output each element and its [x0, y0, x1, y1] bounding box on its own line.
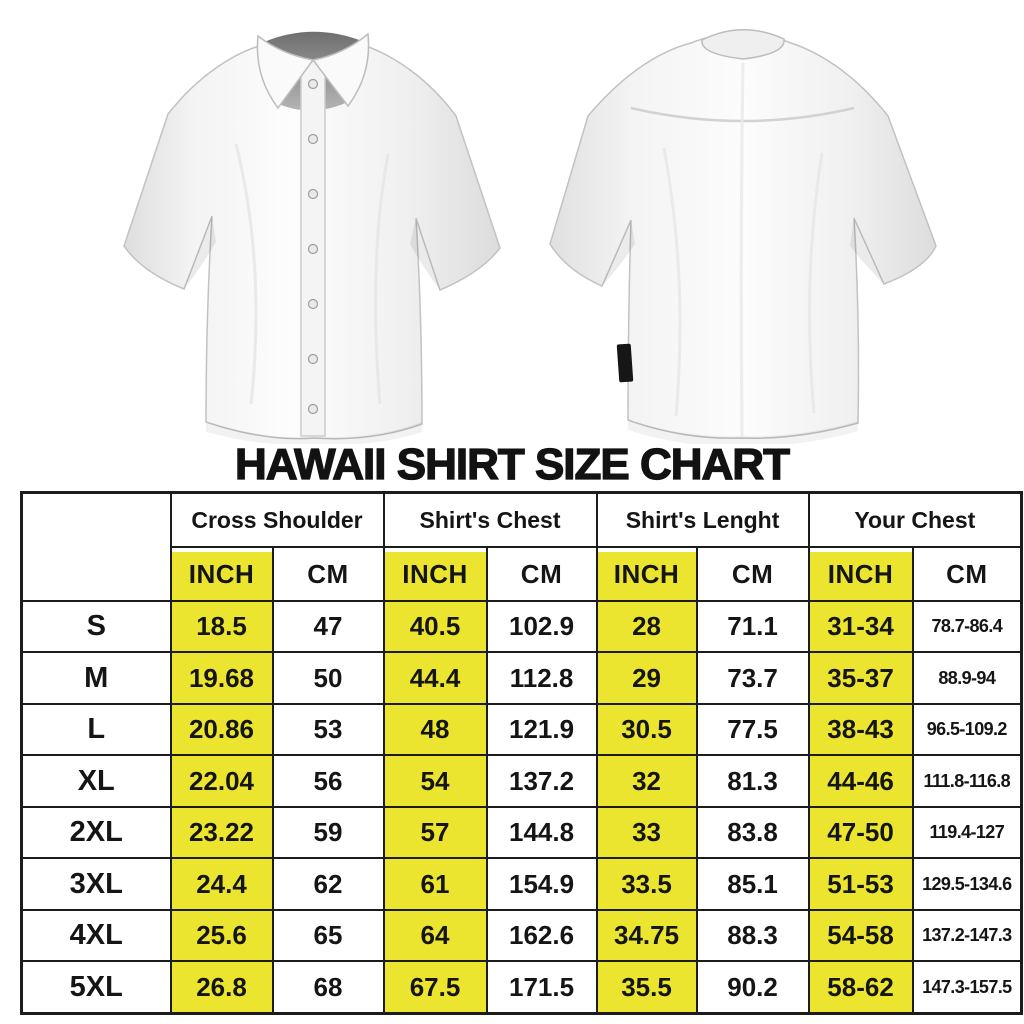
- value-cell: 137.2-147.3: [913, 910, 1022, 961]
- value-cell: 58-62: [809, 961, 913, 1013]
- unit-header-inch: INCH: [171, 547, 273, 601]
- value-cell: 50: [273, 652, 384, 703]
- value-cell: 77.5: [697, 704, 809, 755]
- unit-header-cm: CM: [913, 547, 1022, 601]
- front-shirt-image: [116, 4, 508, 449]
- value-cell: 121.9: [487, 704, 597, 755]
- value-cell: 81.3: [697, 755, 809, 806]
- value-cell: 26.8: [171, 961, 273, 1013]
- column-group-your-chest: Your Chest: [809, 493, 1022, 548]
- value-cell: 67.5: [384, 961, 487, 1013]
- column-group-shirts-chest: Shirt's Chest: [384, 493, 597, 548]
- unit-header-inch: INCH: [809, 547, 913, 601]
- size-label: S: [22, 601, 171, 652]
- value-cell: 88.3: [697, 910, 809, 961]
- value-cell: 61: [384, 858, 487, 909]
- column-group-cross-shoulder: Cross Shoulder: [171, 493, 384, 548]
- value-cell: 119.4-127: [913, 807, 1022, 858]
- value-cell: 54: [384, 755, 487, 806]
- value-cell: 44.4: [384, 652, 487, 703]
- value-cell: 62: [273, 858, 384, 909]
- value-cell: 29: [597, 652, 697, 703]
- value-cell: 18.5: [171, 601, 273, 652]
- table-row-s: [22, 601, 1022, 652]
- page-title: HAWAII SHIRT SIZE CHART: [235, 440, 789, 489]
- value-cell: 154.9: [487, 858, 597, 909]
- table-row-2xl: [22, 807, 1022, 858]
- value-cell: 40.5: [384, 601, 487, 652]
- value-cell: 33: [597, 807, 697, 858]
- size-label: XL: [22, 755, 171, 806]
- size-label: 5XL: [22, 961, 171, 1013]
- table-row-4xl: [22, 910, 1022, 961]
- value-cell: 144.8: [487, 807, 597, 858]
- table-row-m: [22, 652, 1022, 703]
- value-cell: 23.22: [171, 807, 273, 858]
- value-cell: 51-53: [809, 858, 913, 909]
- size-chart-table: [20, 491, 1023, 1015]
- value-cell: 48: [384, 704, 487, 755]
- unit-header-cm: CM: [487, 547, 597, 601]
- value-cell: 54-58: [809, 910, 913, 961]
- value-cell: 44-46: [809, 755, 913, 806]
- column-group-shirts-lenght: Shirt's Lenght: [597, 493, 809, 548]
- value-cell: 59: [273, 807, 384, 858]
- value-cell: 162.6: [487, 910, 597, 961]
- value-cell: 33.5: [597, 858, 697, 909]
- value-cell: 31-34: [809, 601, 913, 652]
- value-cell: 34.75: [597, 910, 697, 961]
- corner-cell: [22, 493, 171, 602]
- value-cell: 90.2: [697, 961, 809, 1013]
- value-cell: 129.5-134.6: [913, 858, 1022, 909]
- value-cell: 28: [597, 601, 697, 652]
- value-cell: 19.68: [171, 652, 273, 703]
- unit-header-inch: INCH: [597, 547, 697, 601]
- value-cell: 96.5-109.2: [913, 704, 1022, 755]
- value-cell: 38-43: [809, 704, 913, 755]
- size-label: 3XL: [22, 858, 171, 909]
- back-shirt-image: [536, 8, 952, 449]
- value-cell: 111.8-116.8: [913, 755, 1022, 806]
- value-cell: 25.6: [171, 910, 273, 961]
- unit-header-cm: CM: [273, 547, 384, 601]
- value-cell: 35.5: [597, 961, 697, 1013]
- value-cell: 73.7: [697, 652, 809, 703]
- table-row-5xl: [22, 961, 1022, 1013]
- value-cell: 102.9: [487, 601, 597, 652]
- value-cell: 20.86: [171, 704, 273, 755]
- value-cell: 24.4: [171, 858, 273, 909]
- table-row-3xl: [22, 858, 1022, 909]
- value-cell: 64: [384, 910, 487, 961]
- table-row-xl: [22, 755, 1022, 806]
- size-label: M: [22, 652, 171, 703]
- value-cell: 88.9-94: [913, 652, 1022, 703]
- hem-tag: [617, 344, 634, 383]
- value-cell: 22.04: [171, 755, 273, 806]
- value-cell: 65: [273, 910, 384, 961]
- size-label: 2XL: [22, 807, 171, 858]
- value-cell: 147.3-157.5: [913, 961, 1022, 1013]
- value-cell: 68: [273, 961, 384, 1013]
- value-cell: 171.5: [487, 961, 597, 1013]
- value-cell: 47: [273, 601, 384, 652]
- value-cell: 137.2: [487, 755, 597, 806]
- value-cell: 53: [273, 704, 384, 755]
- unit-header-inch: INCH: [384, 547, 487, 601]
- value-cell: 57: [384, 807, 487, 858]
- value-cell: 71.1: [697, 601, 809, 652]
- value-cell: 78.7-86.4: [913, 601, 1022, 652]
- value-cell: 83.8: [697, 807, 809, 858]
- value-cell: 85.1: [697, 858, 809, 909]
- table-row-l: [22, 704, 1022, 755]
- size-label: L: [22, 704, 171, 755]
- value-cell: 47-50: [809, 807, 913, 858]
- value-cell: 35-37: [809, 652, 913, 703]
- value-cell: 112.8: [487, 652, 597, 703]
- value-cell: 32: [597, 755, 697, 806]
- unit-header-cm: CM: [697, 547, 809, 601]
- size-label: 4XL: [22, 910, 171, 961]
- value-cell: 30.5: [597, 704, 697, 755]
- value-cell: 56: [273, 755, 384, 806]
